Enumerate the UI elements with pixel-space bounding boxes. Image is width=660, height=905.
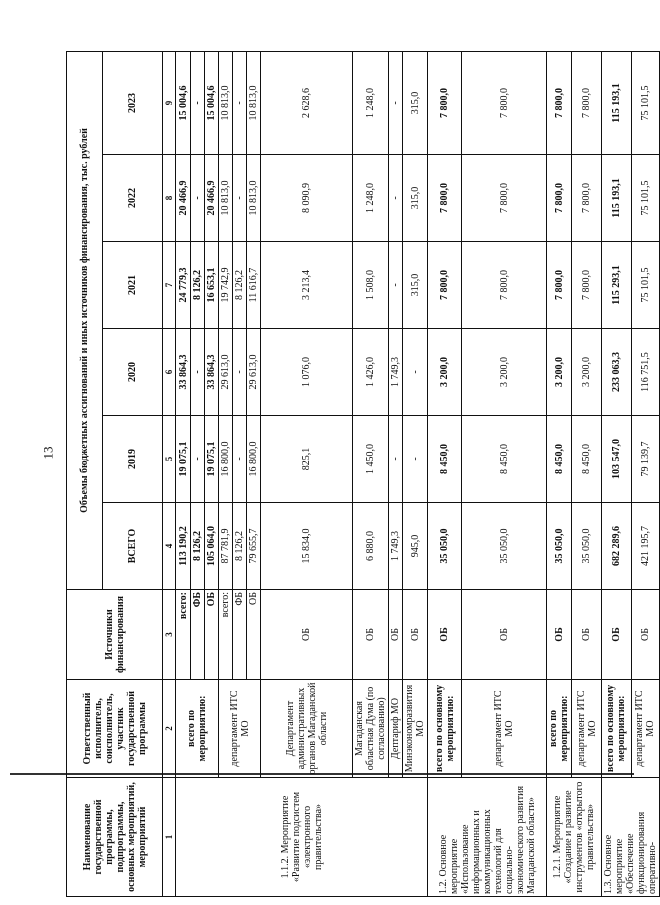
executor-cell: департамент ИТС МО xyxy=(572,680,602,778)
value-cell: 35 050,0 xyxy=(547,503,572,590)
value-cell: 7 800,0 xyxy=(428,155,462,242)
value-cell: 75 101,5 xyxy=(631,242,659,329)
value-cell: 35 050,0 xyxy=(462,503,547,590)
value-cell: 315,0 xyxy=(403,51,428,154)
header-volumes: Объемы бюджетных ассигнований и иных источников финансирования, тыс. рублей xyxy=(67,51,103,589)
value-cell: 945,0 xyxy=(403,503,428,590)
header-year-total: ВСЕГО xyxy=(103,503,163,590)
value-cell: 33 864,3 xyxy=(176,329,191,416)
source-cell: ОБ xyxy=(428,590,462,680)
value-cell: 3 213,4 xyxy=(261,242,353,329)
value-cell: 315,0 xyxy=(403,155,428,242)
value-cell: - xyxy=(233,416,247,503)
column-number: 3 xyxy=(163,590,176,680)
column-number: 2 xyxy=(163,680,176,778)
value-cell: 33 864,3 xyxy=(205,329,219,416)
value-cell: 7 800,0 xyxy=(572,51,602,154)
value-cell: 105 064,0 xyxy=(205,503,219,590)
value-cell: 8 090,9 xyxy=(261,155,353,242)
rotated-table-container xyxy=(66,52,658,897)
table-row xyxy=(261,51,353,896)
value-cell: - xyxy=(233,155,247,242)
column-number: 7 xyxy=(163,242,176,329)
table-row xyxy=(631,51,659,896)
value-cell: 1 248,0 xyxy=(353,155,389,242)
header-year-2019: 2019 xyxy=(103,416,163,503)
header-year-2020: 2020 xyxy=(103,329,163,416)
source-cell: ОБ xyxy=(602,590,632,680)
source-cell: ОБ xyxy=(389,590,403,680)
value-cell: 8 450,0 xyxy=(572,416,602,503)
value-cell: 1 076,0 xyxy=(261,329,353,416)
value-cell: - xyxy=(191,155,205,242)
budget-table xyxy=(66,51,660,897)
program-name-1-3: 1.3. Основное мероприятие «Обеспечение функционирования оперативно- xyxy=(602,778,660,897)
source-cell: ОБ xyxy=(403,590,428,680)
source-cell: ОБ xyxy=(261,590,353,680)
header-source: Источники финансирования xyxy=(67,590,163,680)
value-cell: - xyxy=(389,242,403,329)
table-row xyxy=(428,51,462,896)
value-cell: 75 101,5 xyxy=(631,155,659,242)
header-executor: Ответственный исполнитель, соисполнитель, участник государственной программы xyxy=(67,680,163,778)
value-cell: 10 813,0 xyxy=(219,155,233,242)
value-cell: 6 880,0 xyxy=(353,503,389,590)
source-cell: ОБ xyxy=(205,590,219,680)
value-cell: 7 800,0 xyxy=(547,155,572,242)
source-cell: ОБ xyxy=(631,590,659,680)
value-cell: 24 779,3 xyxy=(176,242,191,329)
source-cell: ОБ xyxy=(353,590,389,680)
value-cell: 79 655,7 xyxy=(247,503,261,590)
value-cell: 7 800,0 xyxy=(462,155,547,242)
value-cell: - xyxy=(191,51,205,154)
value-cell: 1 248,0 xyxy=(353,51,389,154)
value-cell: 29 613,0 xyxy=(247,329,261,416)
value-cell: 87 781,9 xyxy=(219,503,233,590)
value-cell: 233 063,3 xyxy=(602,329,632,416)
column-number-row xyxy=(163,51,176,896)
value-cell: 10 813,0 xyxy=(247,51,261,154)
value-cell: 75 101,5 xyxy=(631,51,659,154)
source-cell: всего: xyxy=(219,590,233,680)
header-year-2023: 2023 xyxy=(103,51,163,154)
page-number: 13 xyxy=(40,446,56,460)
program-name-1-2-1: 1.2.1. Мероприятие «Создание и развитие инструментов «открытого правительства» xyxy=(547,778,602,897)
value-cell: 7 800,0 xyxy=(428,51,462,154)
column-number: 6 xyxy=(163,329,176,416)
value-cell: 15 004,6 xyxy=(205,51,219,154)
value-cell: 8 450,0 xyxy=(462,416,547,503)
value-cell: 35 050,0 xyxy=(428,503,462,590)
value-cell: 20 466,9 xyxy=(176,155,191,242)
value-cell: 103 547,0 xyxy=(602,416,632,503)
executor-cell: всего по основному мероприятию: xyxy=(602,680,632,778)
value-cell: 3 200,0 xyxy=(428,329,462,416)
value-cell: - xyxy=(403,416,428,503)
executor-cell: Департамент административных органов Магаданской области xyxy=(261,680,353,778)
value-cell: 1 426,0 xyxy=(353,329,389,416)
value-cell: 116 751,5 xyxy=(631,329,659,416)
executor-cell: всего по мероприятию: xyxy=(547,680,572,778)
table-row xyxy=(602,51,632,896)
column-number: 1 xyxy=(163,778,176,897)
value-cell: 1 749,3 xyxy=(389,503,403,590)
value-cell: - xyxy=(233,51,247,154)
value-cell: 19 742,9 xyxy=(219,242,233,329)
value-cell: 7 800,0 xyxy=(547,242,572,329)
value-cell: 1 508,0 xyxy=(353,242,389,329)
value-cell: - xyxy=(403,329,428,416)
value-cell: 8 450,0 xyxy=(547,416,572,503)
header-row-1 xyxy=(67,51,103,896)
value-cell: 115 193,1 xyxy=(602,155,632,242)
value-cell: 8 126,2 xyxy=(191,242,205,329)
value-cell: 8 126,2 xyxy=(191,503,205,590)
value-cell: 15 004,6 xyxy=(176,51,191,154)
table-row xyxy=(547,51,572,896)
value-cell: 115 193,1 xyxy=(602,51,632,154)
executor-cell: Минэкономразвития МО xyxy=(403,680,428,778)
program-name-1-2: 1.2. Основное мероприятие «Использование информационных и коммуникационных технологий для социально-экономического развития Магаданской области» xyxy=(428,778,547,897)
value-cell: 1 749,3 xyxy=(389,329,403,416)
source-cell: ФБ xyxy=(233,590,247,680)
value-cell: 682 289,6 xyxy=(602,503,632,590)
value-cell: 7 800,0 xyxy=(462,51,547,154)
header-year-2022: 2022 xyxy=(103,155,163,242)
table-row xyxy=(462,51,547,896)
column-number: 5 xyxy=(163,416,176,503)
executor-cell: Дептариф МО xyxy=(389,680,403,778)
value-cell: - xyxy=(191,416,205,503)
value-cell: 1 450,0 xyxy=(353,416,389,503)
executor-cell: всего по основному мероприятию: xyxy=(428,680,462,778)
table-row xyxy=(176,51,191,896)
source-cell: всего: xyxy=(176,590,191,680)
value-cell: 115 293,1 xyxy=(602,242,632,329)
source-cell: ФБ xyxy=(191,590,205,680)
value-cell: 19 075,1 xyxy=(205,416,219,503)
source-cell: ОБ xyxy=(547,590,572,680)
header-year-2021: 2021 xyxy=(103,242,163,329)
value-cell: 3 200,0 xyxy=(572,329,602,416)
column-number: 4 xyxy=(163,503,176,590)
value-cell: 16 800,0 xyxy=(219,416,233,503)
value-cell: 79 139,7 xyxy=(631,416,659,503)
value-cell: 7 800,0 xyxy=(462,242,547,329)
program-name-1-1-2: 1.1.2. Мероприятие «Развитие подсистем «электронного правительства» xyxy=(176,778,428,897)
value-cell: 20 466,9 xyxy=(205,155,219,242)
value-cell: 7 800,0 xyxy=(428,242,462,329)
value-cell: 15 834,0 xyxy=(261,503,353,590)
value-cell: 16 653,1 xyxy=(205,242,219,329)
value-cell: - xyxy=(389,416,403,503)
executor-cell: департамент ИТС МО xyxy=(219,680,261,778)
table-row xyxy=(389,51,403,896)
value-cell: 35 050,0 xyxy=(572,503,602,590)
value-cell: 11 616,7 xyxy=(247,242,261,329)
value-cell: 315,0 xyxy=(403,242,428,329)
executor-cell: департамент ИТС МО xyxy=(631,680,659,778)
table-row xyxy=(572,51,602,896)
value-cell: 421 195,7 xyxy=(631,503,659,590)
value-cell: 16 800,0 xyxy=(247,416,261,503)
executor-cell: департамент ИТС МО xyxy=(462,680,547,778)
value-cell: 825,1 xyxy=(261,416,353,503)
value-cell: 8 450,0 xyxy=(428,416,462,503)
value-cell: 19 075,1 xyxy=(176,416,191,503)
header-name: Наименование государственной программы, подпрограммы, основных мероприятий, мероприятий xyxy=(67,778,163,897)
column-number: 9 xyxy=(163,51,176,154)
value-cell: 10 813,0 xyxy=(247,155,261,242)
value-cell: 7 800,0 xyxy=(572,155,602,242)
value-cell: 10 813,0 xyxy=(219,51,233,154)
value-cell: 113 190,2 xyxy=(176,503,191,590)
budget-table-frame xyxy=(66,52,658,897)
value-cell: 8 126,2 xyxy=(233,242,247,329)
table-row xyxy=(403,51,428,896)
value-cell: - xyxy=(233,329,247,416)
source-cell: ОБ xyxy=(572,590,602,680)
source-cell: ОБ xyxy=(247,590,261,680)
table-row xyxy=(219,51,233,896)
table-row xyxy=(353,51,389,896)
executor-cell: всего по мероприятию: xyxy=(176,680,219,778)
value-cell: 3 200,0 xyxy=(462,329,547,416)
executor-cell: Магаданская областная Дума (по согласованию) xyxy=(353,680,389,778)
value-cell: - xyxy=(389,155,403,242)
source-cell: ОБ xyxy=(462,590,547,680)
value-cell: 8 126,2 xyxy=(233,503,247,590)
value-cell: - xyxy=(191,329,205,416)
value-cell: - xyxy=(389,51,403,154)
value-cell: 7 800,0 xyxy=(572,242,602,329)
column-number: 8 xyxy=(163,155,176,242)
value-cell: 29 613,0 xyxy=(219,329,233,416)
value-cell: 2 628,6 xyxy=(261,51,353,154)
value-cell: 3 200,0 xyxy=(547,329,572,416)
value-cell: 7 800,0 xyxy=(547,51,572,154)
